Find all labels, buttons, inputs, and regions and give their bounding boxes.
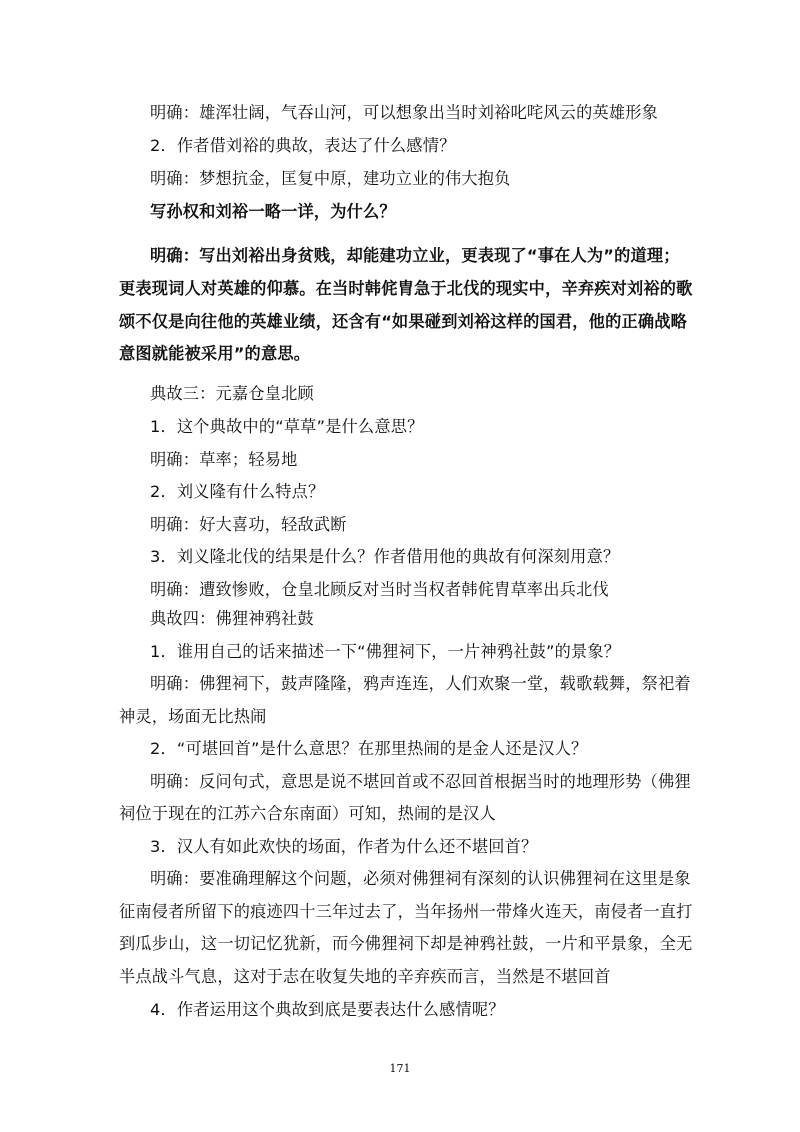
question-line-kekan-huishou: 2．“可堪回首”是什么意思？在那里热闹的是金人还是汉人？ bbox=[150, 739, 588, 758]
answer-line-liuyilong-result: 明确：遭致惨败，仓皇北顾反对当时当权者韩侂胄草率出兵北伐 bbox=[150, 580, 609, 599]
answer-line-scene-2: 神灵，场面无比热闹 bbox=[119, 707, 267, 726]
section-heading-allusion-4: 典故四：佛狸神鸦社鼓 bbox=[150, 609, 314, 628]
question-line-liuyu-emotion: 2．作者借刘裕的典故，表达了什么感情？ bbox=[150, 136, 456, 155]
answer-line-kekan-2: 祠位于现在的江苏六合东南面）可知，热闹的是汉人 bbox=[119, 804, 496, 823]
answer-line-foli-3: 到瓜步山，这一切记忆犹新，而今佛狸祠下却是神鸦社鼓，一片和平景象，全无 bbox=[119, 934, 693, 953]
answer-paragraph-line-1: 明确：写出刘裕出身贫贱，却能建功立业，更表现了“事在人为”的道理； bbox=[150, 246, 680, 265]
answer-paragraph-line-4: 意图就能被采用”的意思。 bbox=[119, 344, 311, 363]
answer-line-caocao: 明确：草率；轻易地 bbox=[150, 450, 298, 469]
answer-line-foli-2: 征南侵者所留下的痕迹四十三年过去了，当年扬州一带烽火连天，南侵者一直打 bbox=[119, 902, 693, 921]
question-line-liuyilong-result: 3．刘义隆北伐的结果是什么？作者借用他的典故有何深刻用意？ bbox=[150, 547, 620, 566]
page-number: 171 bbox=[389, 1062, 411, 1075]
answer-paragraph-line-3: 颂不仅是向往他的英雄业绩，还含有“如果碰到刘裕这样的国君，他的正确战略 bbox=[119, 312, 688, 331]
answer-line-scene-1: 明确：佛狸祠下，鼓声隆隆，鸦声连连，人们欢聚一堂，载歌载舞，祭祀着 bbox=[150, 674, 691, 693]
answer-paragraph-line-2: 更表现词人对英雄的仰慕。在当时韩侂胄急于北伐的现实中，辛弃疾对刘裕的歌 bbox=[119, 279, 693, 298]
answer-line-liuyilong-traits: 明确：好大喜功，轻敌武断 bbox=[150, 515, 347, 534]
section-heading-allusion-3: 典故三：元嘉仓皇北顾 bbox=[150, 384, 314, 403]
question-line-emotion-final: 4．作者运用这个典故到底是要表达什么感情呢？ bbox=[150, 1000, 505, 1019]
answer-line-ambition: 明确：梦想抗金，匡复中原，建功立业的伟大抱负 bbox=[150, 169, 511, 188]
question-line-sunquan-liuyu: 写孙权和刘裕一略一详，为什么？ bbox=[150, 202, 396, 221]
question-line-why-not-bear: 3．汉人有如此欢快的场面，作者为什么还不堪回首？ bbox=[150, 837, 538, 856]
question-line-caocao: 1．这个典故中的“草草”是什么意思？ bbox=[150, 417, 424, 436]
question-line-describe-scene: 1．谁用自己的话来描述一下“佛狸祠下，一片神鸦社鼓”的景象？ bbox=[150, 642, 621, 661]
answer-line-foli-1: 明确：要准确理解这个问题，必须对佛狸祠有深刻的认识佛狸祠在这里是象 bbox=[150, 869, 691, 888]
question-line-liuyilong-traits: 2．刘义隆有什么特点？ bbox=[150, 482, 325, 501]
answer-line-kekan-1: 明确：反问句式，意思是说不堪回首或不忍回首根据当时的地理形势（佛狸 bbox=[150, 772, 691, 791]
answer-line-foli-4: 半点战斗气息，这对于志在收复失地的辛弃疾而言，当然是不堪回首 bbox=[119, 967, 611, 986]
answer-line-liuyu-image: 明确：雄浑壮阔，气吞山河，可以想象出当时刘裕叱咤风云的英雄形象 bbox=[150, 103, 659, 122]
